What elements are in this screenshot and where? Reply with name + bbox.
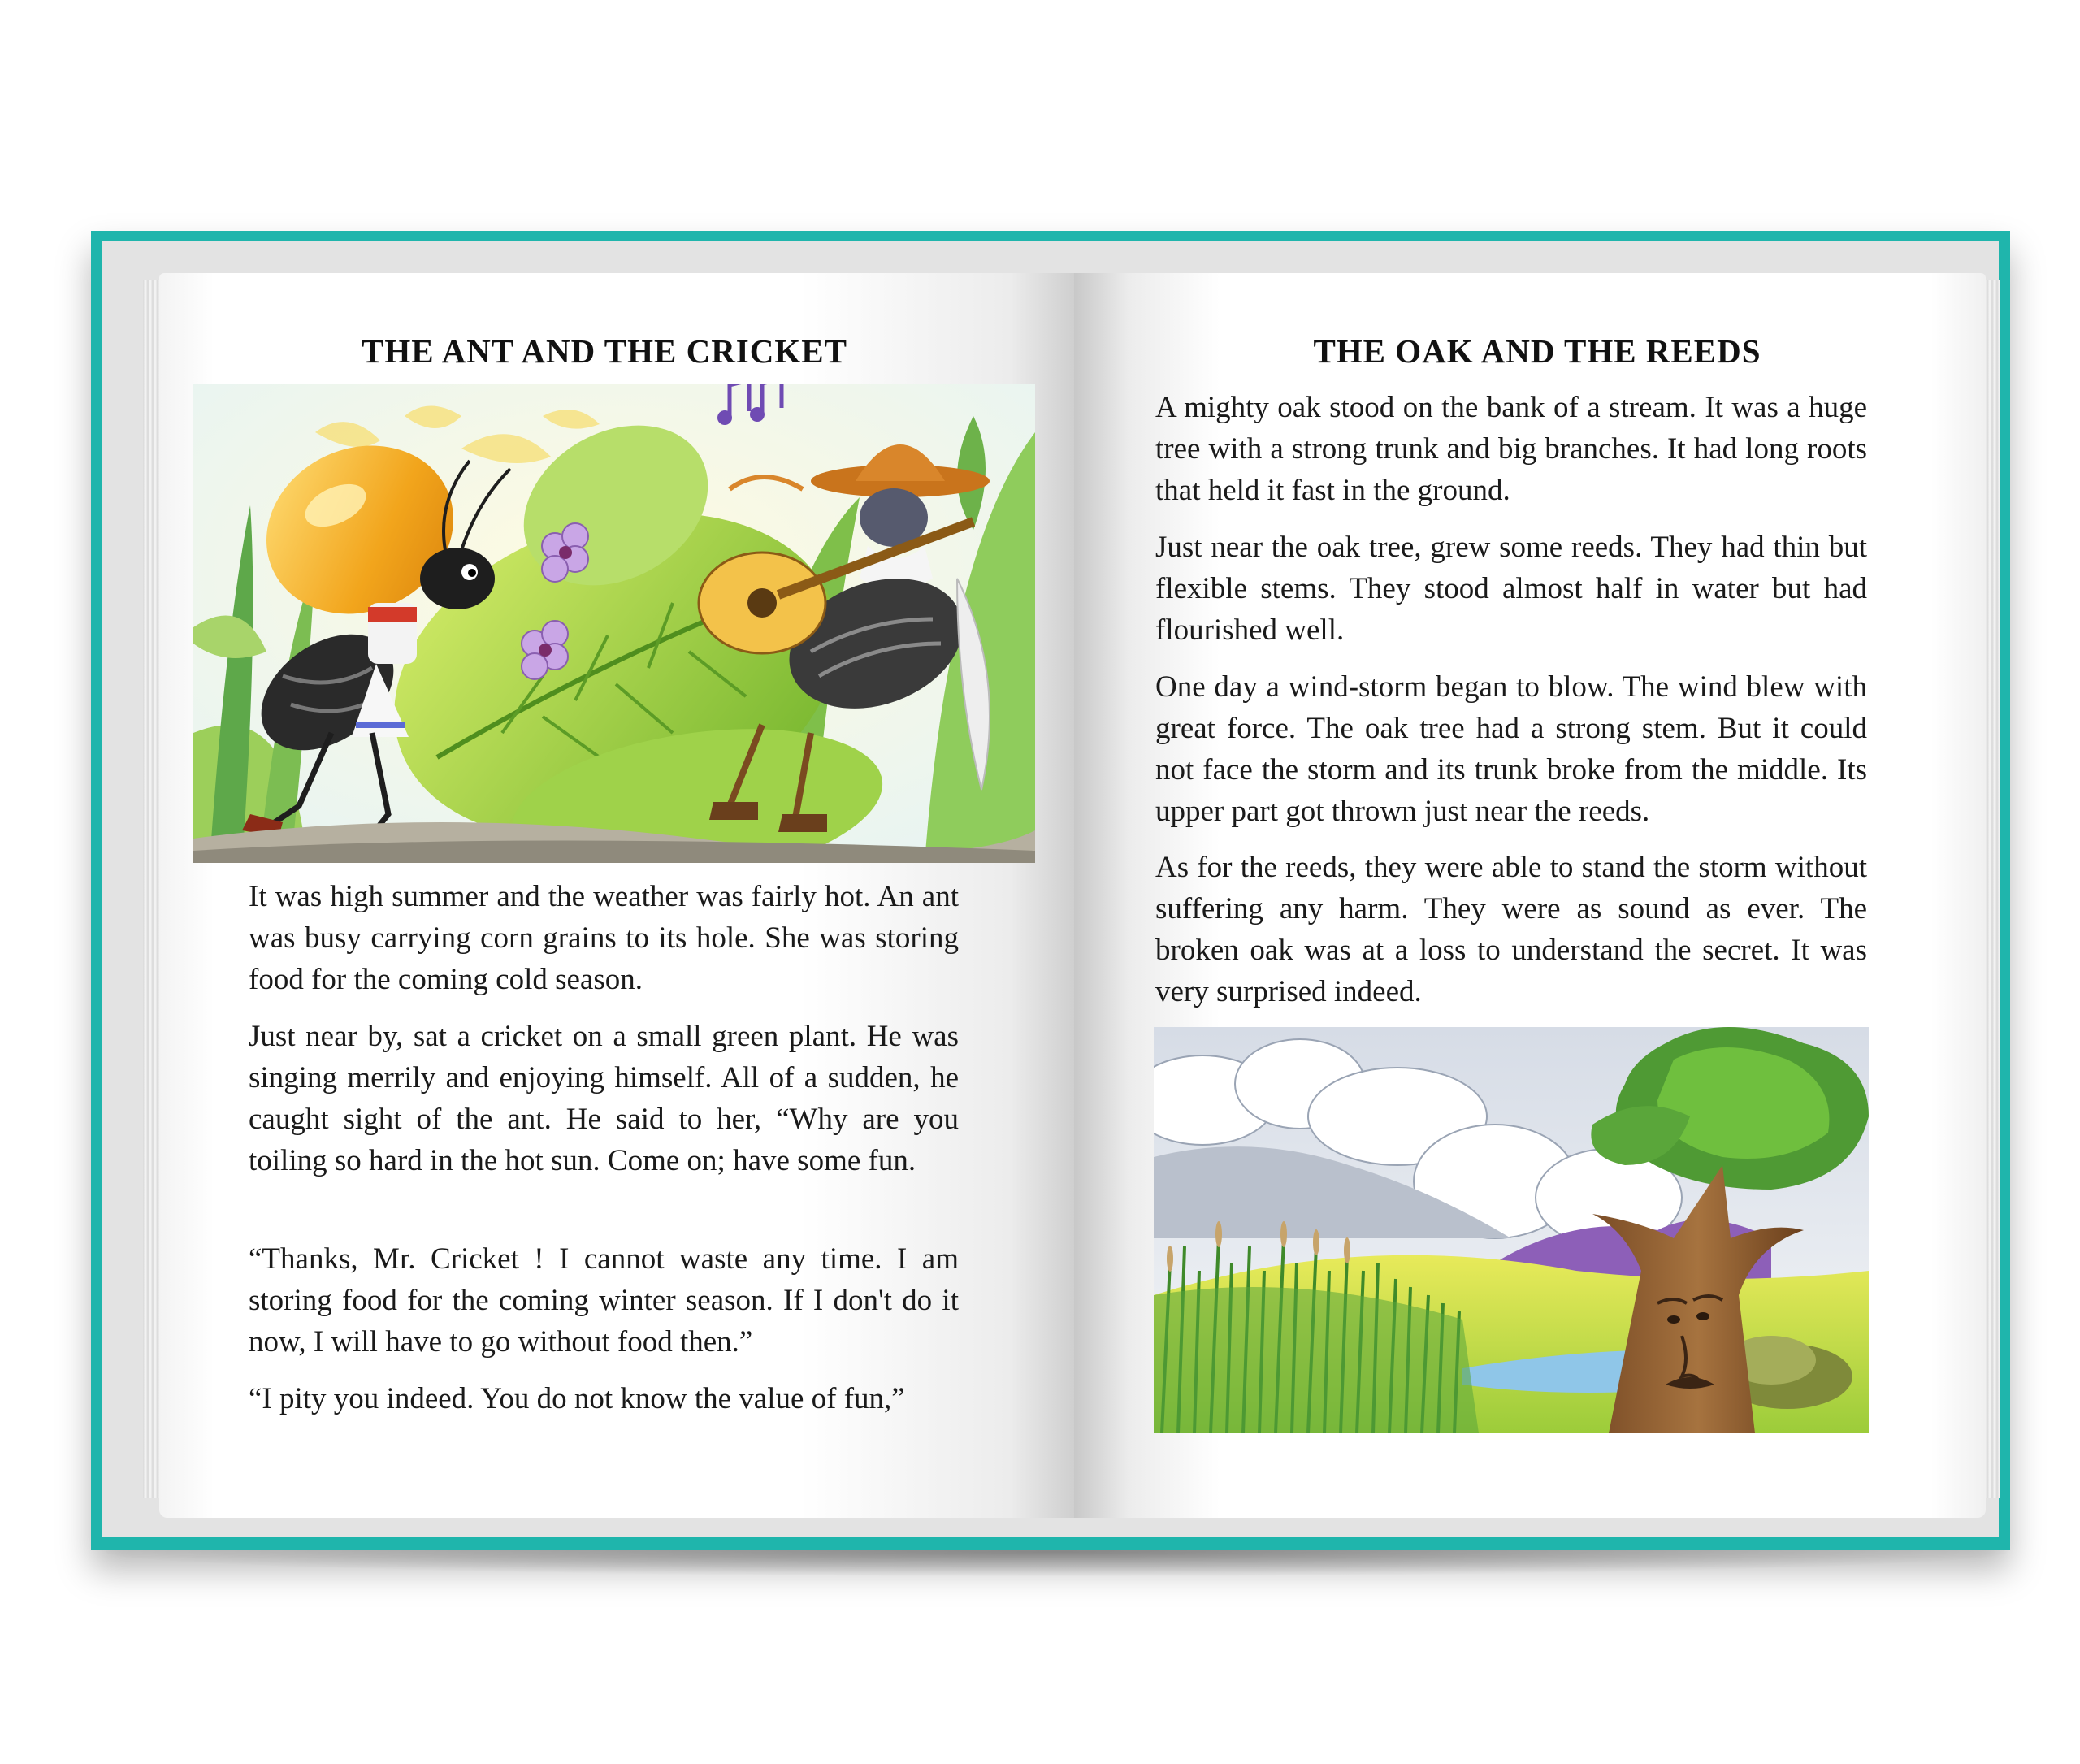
- left-page: [159, 273, 1074, 1518]
- right-page-title: THE OAK AND THE REEDS: [1313, 332, 1762, 370]
- left-paragraph-1: It was high summer and the weather was fairly hot. An ant was busy carrying corn grains to its hole. She was storing food for the coming cold season.: [249, 880, 959, 996]
- left-paragraph-4: “I pity you indeed. You do not know the value of fun,”: [249, 1382, 905, 1415]
- right-paragraph-1: A mighty oak stood on the bank of a stream. It was a huge tree with a strong trunk and big branches. It had long roots that held it fast in the ground.: [1155, 391, 1867, 507]
- right-paragraph-3: One day a wind-storm began to blow. The wind blew with great force. The oak tree had a strong stem. But it could not face the storm and its trunk broke from the middle. Its upper part got thrown just near the reeds.: [1155, 670, 1867, 828]
- left-paragraph-2: Just near by, sat a cricket on a small green plant. He was singing merrily and enjoying himself. All of a sudden, he caught sight of the ant. He said to her, “Why are you toiling so hard in the hot sun. Come on; have some fun.: [249, 1020, 959, 1177]
- right-paragraph-4: As for the reeds, they were able to stand the storm without suffering any harm. They were as sound as ever. The broken oak was at a loss to understand the secret. It was very surprised indeed.: [1155, 851, 1867, 1008]
- oak-and-reeds-illustration: [1154, 1027, 1869, 1433]
- left-page-title: THE ANT AND THE CRICKET: [362, 332, 847, 370]
- left-paragraph-3: “Thanks, Mr. Cricket ! I cannot waste any time. I am storing food for the coming winter season. If I don't do it now, I will have to go without food then.”: [249, 1242, 959, 1359]
- right-page: [1074, 273, 1986, 1518]
- right-paragraph-2: Just near the oak tree, grew some reeds. They had thin but flexible stems. They stood almost half in water but had flourished well.: [1155, 531, 1867, 647]
- ant-and-cricket-illustration: [193, 384, 1035, 863]
